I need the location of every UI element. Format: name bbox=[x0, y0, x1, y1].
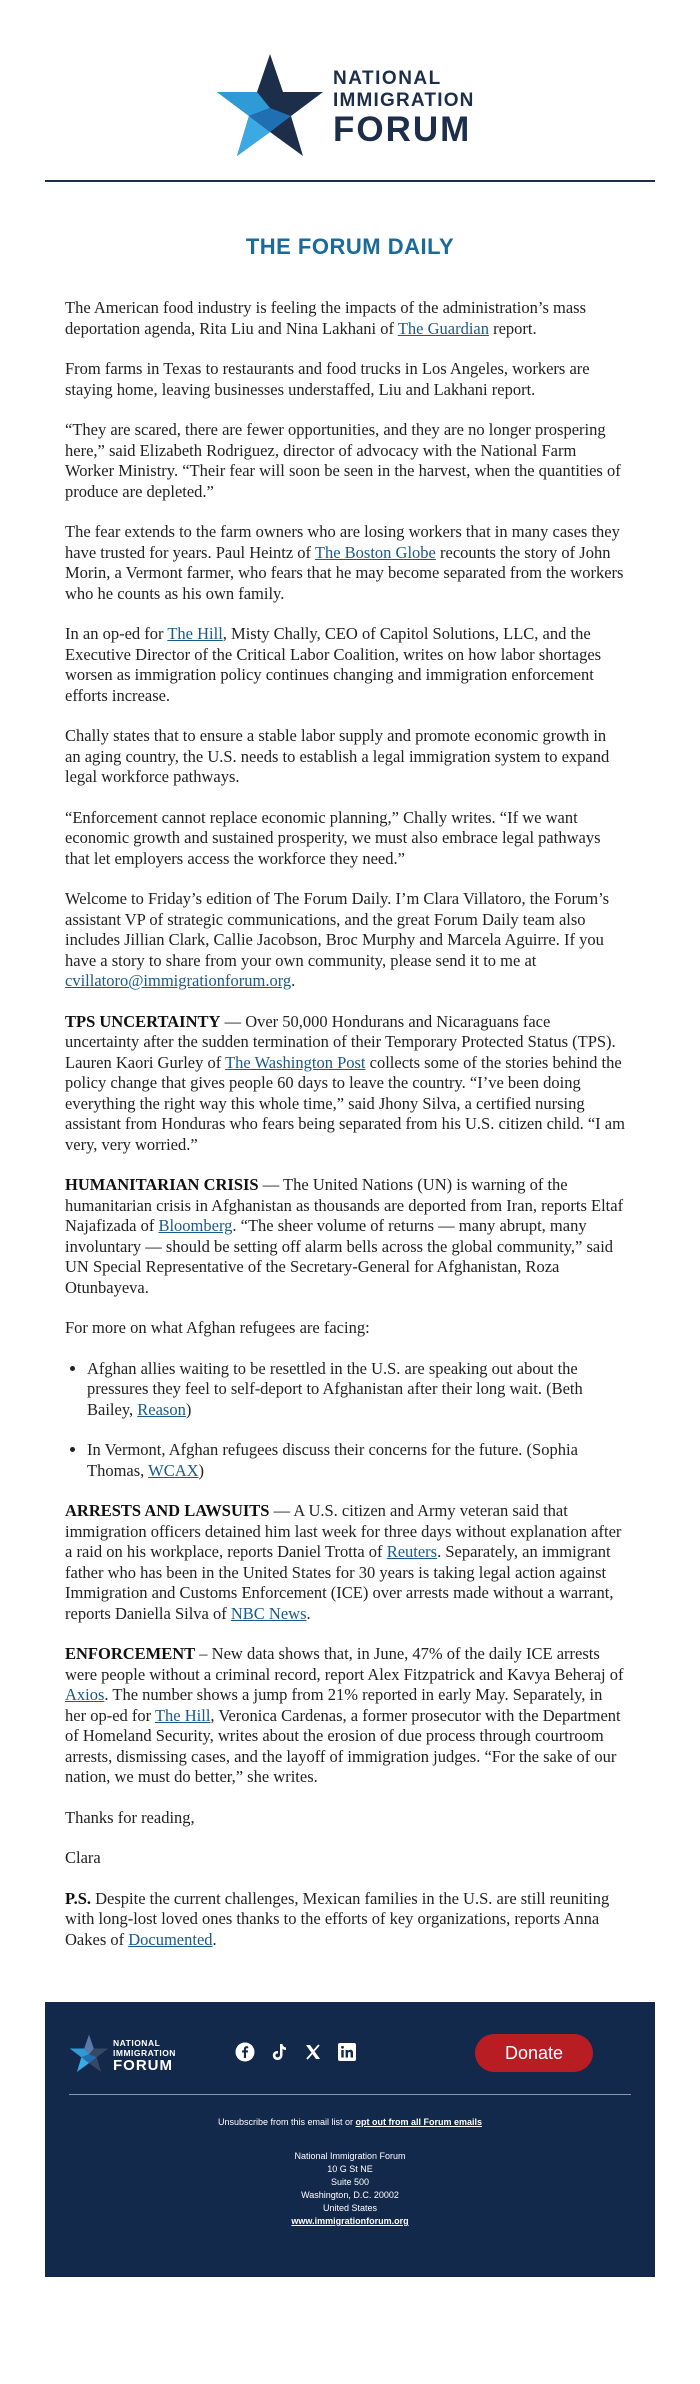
footer-logo-line: IMMIGRATION bbox=[113, 2048, 176, 2058]
address-line: United States bbox=[322, 2203, 378, 2213]
link-bloomberg[interactable]: Bloomberg bbox=[158, 1216, 233, 1235]
footer-logo[interactable] bbox=[69, 2032, 189, 2076]
text: report. bbox=[488, 318, 537, 338]
paragraph: “Enforcement cannot replace economic planning,” Chally writes. “If we want economic growth and sustained prosperity, we must also embrace legal pathways that let employers access the workforce they need.” bbox=[65, 807, 601, 868]
link-documented[interactable]: Documented bbox=[128, 1929, 213, 1949]
email-header bbox=[45, 0, 655, 182]
section-heading: ARRESTS AND LAWSUITS bbox=[65, 1501, 270, 1520]
paragraph bbox=[65, 298, 625, 339]
postscript bbox=[65, 1889, 625, 1951]
text: collects some of the stories behind the policy change that gives people 60 days to leave the country. “I’ve been doing everything the right way this whole time,” said Jhony Silva, a certified nursing assistant from Honduras who fears being separated from his U.S. citizen child. “I am very, very worried.” bbox=[65, 1052, 625, 1154]
page-title: THE FORUM DAILY bbox=[245, 234, 455, 259]
logo-wordmark bbox=[333, 68, 475, 148]
logo-line-immigration: IMMIGRATION bbox=[333, 90, 475, 111]
closing-thanks: Thanks for reading, bbox=[65, 1807, 195, 1827]
section-tps bbox=[65, 1012, 625, 1156]
link-the-hill-2[interactable]: The Hill bbox=[154, 1705, 211, 1725]
footer-logo-line: FORUM bbox=[113, 2057, 173, 2074]
text: . The number shows a jump from 21% reported in early May. Separately, in her op-ed for bbox=[65, 1685, 603, 1725]
section-heading: TPS UNCERTAINTY bbox=[65, 1011, 221, 1031]
paragraph bbox=[65, 889, 625, 992]
linkedin-icon[interactable] bbox=[337, 2042, 357, 2062]
section-enforcement bbox=[65, 1644, 625, 1788]
unsubscribe-line bbox=[45, 2117, 655, 2127]
paragraph: Chally states that to ensure a stable labor supply and promote economic growth in an aging country, the U.S. needs to establish a legal immigration system to expand legal workforce pathways. bbox=[65, 726, 610, 786]
text: ) bbox=[198, 1460, 205, 1480]
section-heading: ENFORCEMENT bbox=[65, 1644, 196, 1663]
logo-line-national: NATIONAL bbox=[333, 68, 442, 89]
link-wcax[interactable]: WCAX bbox=[148, 1460, 199, 1480]
text: ) bbox=[185, 1399, 192, 1419]
text: — Over 50,000 Hondurans and Nicaraguans face uncertainty after the sudden termination of their Temporary Protected Status (TPS). Lauren Kaori Gurley of bbox=[65, 1011, 616, 1072]
link-email-contact[interactable]: cvillatoro@immigrationforum.org bbox=[65, 971, 292, 990]
address-line: Suite 500 bbox=[330, 2177, 370, 2187]
footer-logo-line: NATIONAL bbox=[113, 2038, 161, 2048]
x-icon[interactable] bbox=[303, 2042, 323, 2062]
list-item bbox=[87, 1359, 625, 1421]
section-humanitarian bbox=[65, 1175, 625, 1298]
star-logo-icon bbox=[215, 52, 325, 162]
text: In Vermont, Afghan refugees discuss their concerns for the future. (Sophia Thomas, bbox=[87, 1440, 578, 1480]
link-reason[interactable]: Reason bbox=[137, 1399, 186, 1419]
text: The American food industry is feeling the impacts of the administration’s mass deportation agenda, Rita Liu and Nina Lakhani of bbox=[65, 298, 587, 338]
paragraph: “They are scared, there are fewer opportunities, and they are no longer prospering here,” said Elizabeth Rodriguez, director of advocacy with the National Farm Worker Ministry. “Their fear will soon be seen in the harvest, when the quantities of produce are depleted.” bbox=[65, 420, 621, 501]
text: In an op-ed for bbox=[65, 624, 168, 643]
text: . bbox=[291, 971, 296, 990]
address-line: National Immigration Forum bbox=[294, 2151, 406, 2161]
website-link[interactable]: www.immigrationforum.org bbox=[291, 2216, 409, 2226]
text: Welcome to Friday’s edition of The Forum Daily. I’m Clara Villatoro, the Forum’s assistant VP of strategic communications, and the great Forum Daily team also includes Jillian Clark, Callie Jacobson, Broc Murphy and Marcela Aguirre. If you have a story to share from your own community, please send it to me at bbox=[65, 889, 610, 970]
ps-label: P.S. bbox=[65, 1888, 91, 1908]
paragraph bbox=[65, 624, 625, 706]
logo-line-forum: FORUM bbox=[333, 110, 472, 149]
section-heading: HUMANITARIAN CRISIS bbox=[65, 1175, 259, 1194]
text: The fear extends to the farm owners who are losing workers that in many cases they have trusted for years. Paul Heintz of bbox=[65, 522, 620, 562]
text: Afghan allies waiting to be resettled in the U.S. are speaking out about the pressures they feel to self-deport to Afghanistan after their long wait. (Beth Bailey, bbox=[87, 1358, 583, 1419]
text: . bbox=[306, 1603, 311, 1623]
text: — A U.S. citizen and Army veteran said that immigration officers detained him last week for three days without explanation after a raid on his workplace, reports Daniel Trotta of bbox=[65, 1501, 622, 1561]
link-washington-post[interactable]: The Washington Post bbox=[225, 1052, 366, 1072]
link-the-hill[interactable]: The Hill bbox=[167, 624, 223, 643]
text: – New data shows that, in June, 47% of the daily ICE arrests were people without a criminal record, report Alex Fitzpatrick and Kavya Beheraj of bbox=[65, 1644, 624, 1684]
link-axios[interactable]: Axios bbox=[65, 1685, 105, 1704]
paragraph: For more on what Afghan refugees are facing: bbox=[65, 1318, 370, 1337]
text: , Misty Chally, CEO of Capitol Solutions, LLC, and the Executive Director of the Critical Labor Coalition, writes on how labor shortages worsen as immigration policy continues changing and immigration enforcement efforts increase. bbox=[65, 624, 602, 705]
mailing-address bbox=[45, 2150, 655, 2228]
text: . “The sheer volume of returns — many abrupt, many involuntary — should be setting off alarm bells across the global community,” said UN Special Representative of the Secretary-General for Afghanistan, Roza Otunbayeva. bbox=[65, 1216, 614, 1297]
address-line: 10 G St NE bbox=[327, 2164, 373, 2174]
text: . Separately, an immigrant father who has been in the United States for 30 years is taking legal action against Immigration and Customs Enforcement (ICE) over arrests made without a warrant, reports Daniella Silva of bbox=[65, 1542, 614, 1623]
text: Unsubscribe from this email list or bbox=[217, 2117, 356, 2127]
link-reuters[interactable]: Reuters bbox=[386, 1542, 438, 1561]
facebook-icon[interactable] bbox=[235, 2042, 255, 2062]
email-footer bbox=[45, 2002, 655, 2277]
newsletter-body bbox=[45, 298, 655, 1950]
forum-logo[interactable] bbox=[215, 52, 515, 162]
text: Despite the current challenges, Mexican families in the U.S. are still reuniting with long-lost loved ones thanks to the efforts of key organizations, reports Anna Oakes of bbox=[65, 1888, 610, 1949]
tiktok-icon[interactable] bbox=[269, 2042, 289, 2062]
link-nbc-news[interactable]: NBC News bbox=[230, 1603, 307, 1623]
list-item bbox=[87, 1440, 625, 1481]
link-guardian[interactable]: The Guardian bbox=[397, 318, 489, 338]
link-boston-globe[interactable]: The Boston Globe bbox=[314, 542, 436, 562]
social-links bbox=[235, 2042, 357, 2062]
text: — The United Nations (UN) is warning of the humanitarian crisis in Afghanistan as thousands are deported from Iran, reports Eltaf Najafizada of bbox=[65, 1175, 624, 1235]
afghan-list bbox=[87, 1359, 625, 1482]
star-logo-icon bbox=[69, 2034, 109, 2074]
paragraph: From farms in Texas to restaurants and food trucks in Los Angeles, workers are staying home, leaving businesses understaffed, Liu and Lakhani report. bbox=[65, 359, 590, 399]
text: , Veronica Cardenas, a former prosecutor with the Department of Homeland Security, writes about the erosion of due process through courtroom arrests, dismissing cases, and the layoff of immigration judges. “For the sake of our nation, we must do better,” she writes. bbox=[65, 1705, 621, 1786]
address-line: Washington, D.C. 20002 bbox=[301, 2190, 399, 2200]
text: . bbox=[212, 1929, 217, 1949]
opt-out-link[interactable]: opt out from all Forum emails bbox=[355, 2117, 483, 2127]
footer-divider bbox=[69, 2094, 631, 2095]
signature: Clara bbox=[65, 1848, 101, 1867]
donate-button[interactable]: Donate bbox=[475, 2034, 593, 2072]
footer-wordmark bbox=[113, 2038, 176, 2074]
section-arrests bbox=[65, 1501, 625, 1624]
paragraph bbox=[65, 522, 625, 604]
text: recounts the story of John Morin, a Vermont farmer, who fears that he may become separated from the workers who he counts as his own family. bbox=[65, 542, 624, 603]
